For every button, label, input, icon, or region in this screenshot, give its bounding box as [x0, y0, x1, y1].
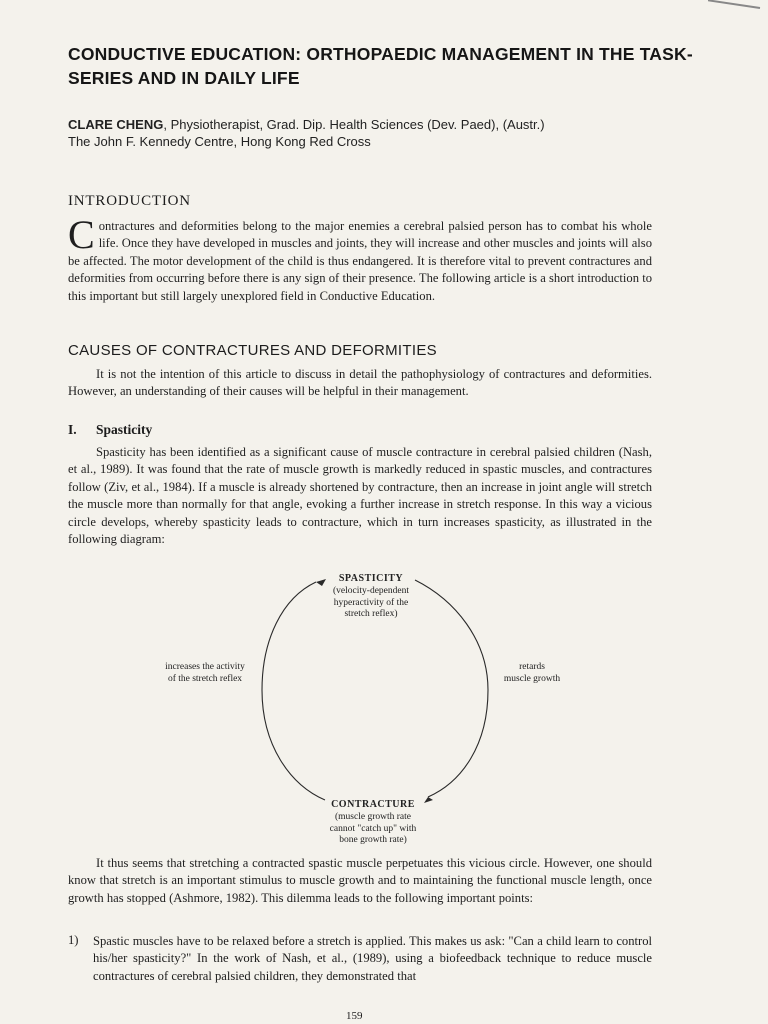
diagram-right-label — [482, 662, 582, 685]
point-number: 1) — [68, 933, 79, 947]
author-name: CLARE CHENG — [68, 117, 164, 132]
diagram-text-line: bone growth rate) — [339, 835, 407, 845]
scan-corner-mark — [708, 0, 768, 20]
spasticity-subheading — [68, 422, 152, 438]
page-number: 159 — [346, 1010, 363, 1022]
drop-cap: C — [68, 212, 95, 257]
article-title: CONDUCTIVE EDUCATION: ORTHOPAEDIC MANAGEMENT IN THE TASK-SERIES AND IN DAILY LIFE — [68, 44, 693, 88]
diagram-text-line: (velocity-dependent — [333, 586, 409, 596]
section-number: I. — [68, 422, 77, 437]
diagram-text-line: retards — [519, 662, 545, 672]
diagram-spasticity-label: SPASTICITY — [338, 573, 404, 584]
spasticity-paragraph: Spasticity has been identified as a significant cause of muscle contracture in cerebral palsied children (Nash, et al., 1989). It was found that the rate of muscle growth is markedly reduced in spastic muscles, and contractures follow (Ziv, et al., 1984). If a muscle is already shortened by contracture, then an increase in joint angle will stretch the muscle more than normally for that angle, evoking a further increase in stretch response. In this way a vicious circle develops, whereby spasticity leads to contracture, which in turn increases spasticity, as illustrated in the following diagram: — [68, 445, 652, 547]
point-text: Spastic muscles have to be relaxed before a stretch is applied. This makes us ask: "Can a child learn to control his/her spasticity?" In the work of Nash, et al., (1989), using a biofeedback technique to reduce muscle contractures of cerebral palsied children, they demonstrated that — [93, 934, 652, 983]
author-credentials: , Physiotherapist, Grad. Dip. Health Sciences (Dev. Paed), (Austr.) — [163, 117, 545, 132]
diagram-text-line: hyperactivity of the — [333, 597, 409, 608]
after-diagram-paragraph: It thus seems that stretching a contracted spastic muscle perpetuates this vicious circle. However, one should know that stretch is an important stimulus to muscle growth and to maintaining the functional muscle length, once growth has stopped (Ashmore, 1982). This dilemma leads to the following important points: — [68, 856, 652, 905]
diagram-contracture-label: CONTRACTURE — [331, 799, 415, 810]
diagram-text-line: cannot "catch up" with — [329, 823, 417, 834]
author-block — [68, 116, 708, 150]
introduction-heading: INTRODUCTION — [68, 193, 191, 209]
diagram-text-line: muscle growth — [503, 673, 561, 684]
causes-paragraph: It is not the intention of this article to discuss in detail the pathophysiology of contractures and deformities. However, an understanding of their causes will be helpful in their management. — [68, 367, 652, 399]
introduction-paragraph — [68, 212, 652, 305]
introduction-text: ontractures and deformities belong to the major enemies a cerebral palsied person has to combat his whole life. Once they have developed in muscles and joints, they will increase and other muscles and joints will also be affected. The motor development of the child is thus endangered. It is therefore vital to prevent contractures and deformities from occurring before there is any sign of their presence. The following article is a short introduction to this important but still largely unexplored field in Conductive Education. — [68, 219, 652, 303]
diagram-text-line: increases the activity — [165, 662, 245, 672]
author-affiliation: The John F. Kennedy Centre, Hong Kong Red Cross — [68, 134, 371, 149]
causes-heading: CAUSES OF CONTRACTURES AND DEFORMITIES — [68, 342, 437, 359]
diagram-contracture-desc — [306, 812, 440, 847]
diagram-text-line: of the stretch reflex — [167, 673, 243, 684]
diagram-text-line: (muscle growth rate — [335, 812, 411, 822]
diagram-text-line: stretch reflex) — [344, 609, 398, 619]
diagram-left-label — [140, 662, 270, 685]
diagram-spasticity-desc — [306, 586, 436, 621]
spasticity-title: Spasticity — [96, 422, 153, 437]
